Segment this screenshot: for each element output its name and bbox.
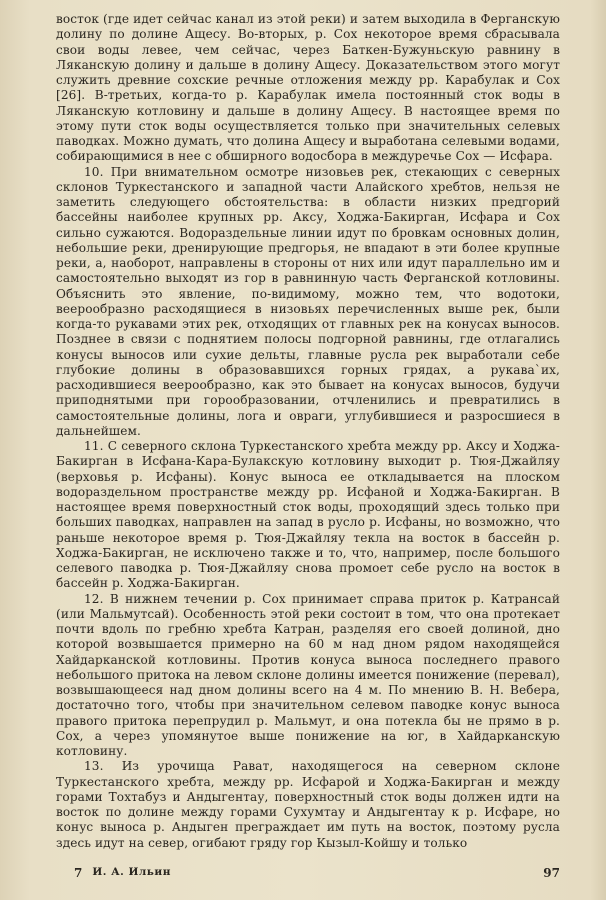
paragraph-12: 12. В нижнем течении р. Сох принимает справа приток р. Катрансай (или Мальмутсай). Особенность этой реки состоит в том, что она протекает почти вдоль по гребню хребта Катран, разделяя его своей долиной, дно которой возвышается примерно на 60 м над дном рядом находящейся Хайдарканской котловины. Против конуса выноса последнего правого небольшого притока на левом склоне долины имеется понижение (перевал), возвышающееся над дном долины всего на 4 м. По мнению В. Н. Вебера, достаточно того, чтобы при значительном селевом паводке конус выноса правого притока перепрудил р. Мальмут, и она потекла бы не прямо в р. Сох, а через упомянутое выше понижение на юг, в Хайдарканскую котловину. <box>56 591 560 758</box>
author-name: И. А. Ильин <box>92 866 171 878</box>
printer-signature: 7 <box>74 866 83 880</box>
paragraph-continuation: восток (где идет сейчас канал из этой реки) и затем выходила в Ферганскую долину по долине Ащесу. Во-вторых, р. Сох некоторое время сбрасывала свои воды левее, чем сейчас, через Баткен-Бужуньскую равнину в Ляканскую долину и дальше в долину Ащесу. Доказательством этого могут служить древние сохские речные отложения между рр. Карабулак и Сох [26]. В-третьих, когда-то р. Карабулак имела постоянный сток воды в Ляканскую котловину и дальше в долину Ащесу. В настоящее время по этому пути сток воды осуществляется только при значительных селевых паводках. Можно думать, что долина Ащесу и выработана селевыми водами, собирающимися в нее с обширного водосбора в междуречье Сох — Исфара. <box>56 12 560 164</box>
page-number: 97 <box>543 866 560 880</box>
footer-left <box>74 866 171 880</box>
paragraph-13: 13. Из урочища Рават, находящегося на северном склоне Туркестанского хребта, между рр. Исфарой и Ходжа-Бакирган и между горами Тохтабуз и Андыгентау, поверхностный сток воды должен идти на восток по долине между горами Сухумтау и Андыгентау к р. Исфаре, но конус выноса р. Андыген преграждает им путь на восток, поэтому русла здесь идут на север, огибают гряду гор Кызыл-Койшу и только <box>56 759 560 850</box>
paragraph-10: 10. При внимательном осмотре низовьев рек, стекающих с северных склонов Туркестанского и западной части Алайского хребтов, нельзя не заметить следующего обстоятельства: в области низких предгорий бассейны наиболее крупных рр. Аксу, Ходжа-Бакирган, Исфара и Сох сильно сужаются. Водораздельные линии идут по бровкам основных долин, небольшие реки, дренирующие предгорья, не впадают в эти более крупные реки, а, наоборот, направлены в стороны от них или идут параллельно им и самостоятельно выходят из гор в равнинную часть Ферганской котловины. Объяснить это явление, по-видимому, можно тем, что водотоки, веерообразно расходящиеся в низовьях перечисленных выше рек, были когда-то рукавами этих рек, отходящих от главных рек на конусах выносов. Позднее в связи с поднятием полосы подгорной равнины, где отлагались конусы выносов или сухие дельты, главные русла рек выработали себе глубокие долины в образовавшихся горных грядах, а рукава`их, расходившиеся веерообразно, как это бывает на конусах выносов, будучи приподнятыми при горообразовании, отчленились и превратились в самостоятельные долины, лога и овраги, углубившиеся и разросшиеся в дальнейшем. <box>56 164 560 438</box>
paragraph-11: 11. С северного склона Туркестанского хребта между рр. Аксу и Ходжа-Бакирган в Исфана-Кара-Булакскую котловину выходит р. Тюя-Джайляу (верховья р. Исфаны). Конус выноса ее откладывается на плоском водораздельном пространстве между рр. Исфаной и Ходжа-Бакирган. В настоящее время поверхностный сток воды, проходящий здесь только при больших паводках, направлен на запад в русло р. Исфаны, но возможно, что раньше некоторое время р. Тюя-Джайляу текла на восток в бассейн р. Ходжа-Бакирган, не исключено также и то, что, например, после большого селевого паводка р. Тюя-Джайляу снова промоет себе русло на восток в бассейн р. Ходжа-Бакирган. <box>56 439 560 591</box>
page-footer <box>74 866 560 880</box>
